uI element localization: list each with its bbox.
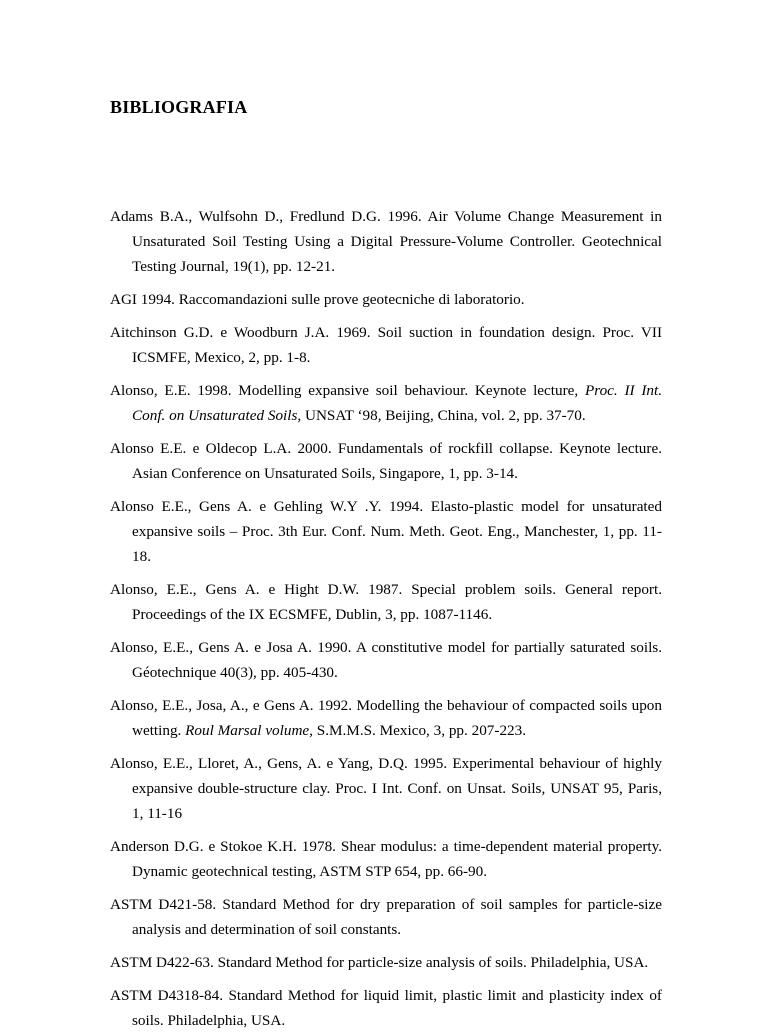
- reference-item: Alonso, E.E., Gens A. e Josa A. 1990. A constitutive model for partially saturated soils. Géotechnique 40(3), pp. 405-430.: [110, 639, 662, 681]
- reference-text: S.M.M.S. Mexico, 3, pp. 207-223.: [312, 722, 527, 739]
- reference-item: Anderson D.G. e Stokoe K.H. 1978. Shear modulus: a time-dependent material property. Dynamic geotechnical testing, ASTM STP 654, pp. 66-90.: [110, 838, 662, 880]
- reference-text: , UNSAT ‘98, Beijing, China, vol. 2, pp. 37-70.: [297, 407, 586, 424]
- reference-item: Alonso E.E., Gens A. e Gehling W.Y .Y. 1994. Elasto-plastic model for unsaturated expansive soils – Proc. 3th Eur. Conf. Num. Meth. Geot. Eng., Manchester, 1, pp. 11-18.: [110, 498, 662, 565]
- reference-text: Alonso, E.E. 1998. Modelling expansive soil behaviour. Keynote lecture,: [110, 382, 585, 399]
- reference-italic-title: Roul Marsal volume,: [185, 722, 313, 739]
- reference-item: Alonso E.E. e Oldecop L.A. 2000. Fundamentals of rockfill collapse. Keynote lecture. Asian Conference on Unsaturated Soils, Singapore, 1, pp. 3-14.: [110, 440, 662, 482]
- reference-item: [110, 378, 662, 428]
- reference-item: ASTM D4318-84. Standard Method for liquid limit, plastic limit and plasticity index of soils. Philadelphia, USA.: [110, 987, 662, 1029]
- reference-item: Alonso, E.E., Gens A. e Hight D.W. 1987. Special problem soils. General report. Proceedings of the IX ECSMFE, Dublin, 3, pp. 1087-1146.: [110, 581, 662, 623]
- reference-item: ASTM D422-63. Standard Method for particle-size analysis of soils. Philadelphia, USA.: [110, 954, 649, 971]
- reference-item: Adams B.A., Wulfsohn D., Fredlund D.G. 1996. Air Volume Change Measurement in Unsaturated Soil Testing Using a Digital Pressure-Volume Controller. Geotechnical Testing Journal, 19(1), pp. 12-21.: [110, 208, 662, 275]
- reference-italic-title: Proc. II Int. Conf. on Unsaturated Soils: [132, 382, 662, 424]
- page-title: BIBLIOGRAFIA: [110, 97, 248, 117]
- reference-item: Aitchinson G.D. e Woodburn J.A. 1969. Soil suction in foundation design. Proc. VII ICSMFE, Mexico, 2, pp. 1-8.: [110, 324, 662, 366]
- reference-item: [110, 693, 662, 743]
- reference-item: ASTM D421-58. Standard Method for dry preparation of soil samples for particle-size analysis and determination of soil constants.: [110, 896, 662, 938]
- reference-item: AGI 1994. Raccomandazioni sulle prove geotecniche di laboratorio.: [110, 291, 525, 308]
- reference-text: Alonso, E.E., Josa, A., e Gens A. 1992. Modelling the behaviour of compacted soils upon wetting.: [110, 697, 662, 739]
- reference-list: [110, 204, 662, 1033]
- reference-item: Alonso, E.E., Lloret, A., Gens, A. e Yang, D.Q. 1995. Experimental behaviour of highly expansive double-structure clay. Proc. I Int. Conf. on Unsat. Soils, UNSAT 95, Paris, 1, 11-16: [110, 755, 662, 822]
